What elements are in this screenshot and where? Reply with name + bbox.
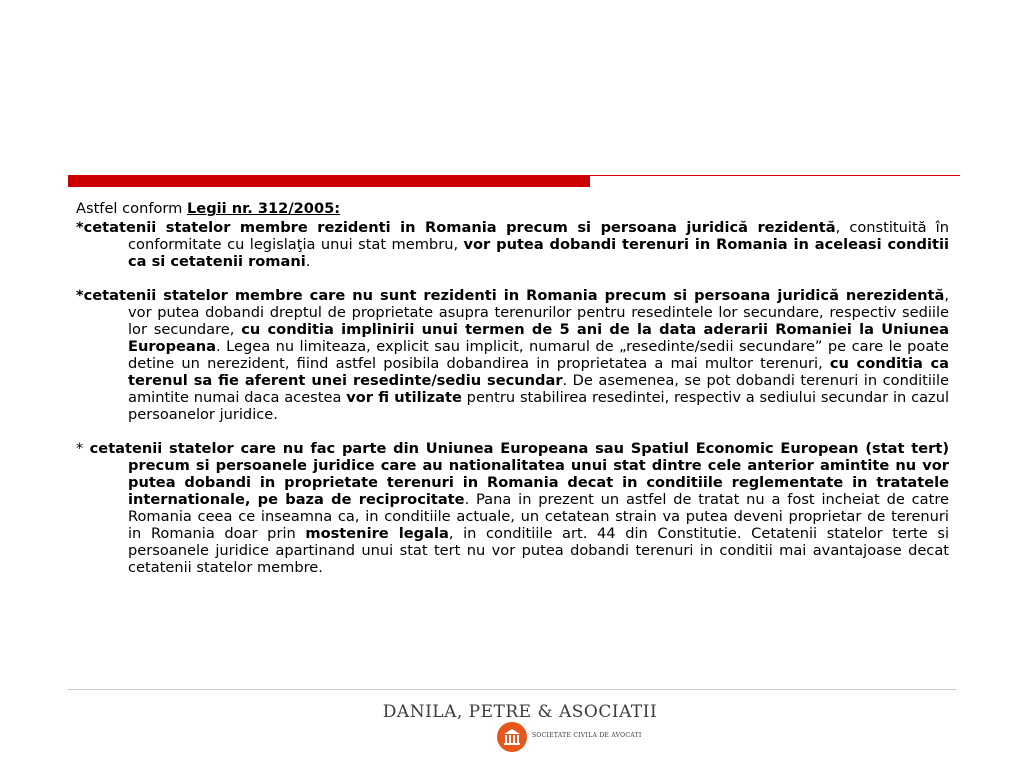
text-segment: * (76, 440, 90, 457)
header-red-bar (68, 175, 590, 187)
bold-segment: cu conditia implinirii unui termen de 5 ani de la data aderarii Romaniei la Uniunea Europeana (128, 321, 949, 355)
paragraph-third-country-citizens (76, 440, 949, 576)
text-segment: . Legea nu limiteaza, explicit sau implicit, numarul de „resedinte/sedii secundare” pe care le poate detine un nerezident, fiind astfel posibila dobandirea in proprietatea a mai multor terenuri, (128, 338, 949, 372)
footer-divider (68, 689, 956, 690)
text-segment: pentru stabilirea resedintei, respectiv a sediului secundar in cazul persoanelor juridice. (128, 389, 949, 423)
text-segment: . De asemenea, se pot dobandi terenuri in conditiile amintite numai daca acestea (128, 372, 949, 406)
text-segment: . (305, 253, 311, 270)
bold-segment: *cetatenii statelor membre care nu sunt rezidenti in Romania precum si persoana juridică nerezidentă (76, 287, 945, 304)
bold-segment: cetatenii statelor care nu fac parte din Uniunea Europeana sau Spatiul Economic European (stat tert) precum si persoanele juridice care au nationalitatea unui stat dintre cele anterior amintite nu vor putea dobandi in proprietate terenuri in Romania decat in conditiile reglementate in tratatele internationale, pe baza de reciprocitate (89, 440, 949, 508)
text-segment: , vor putea dobandi dreptul de proprietate asupra terenurilor pentru resedintele lor secundare, respectiv sediile lor secundare, (128, 287, 949, 338)
firm-logo (382, 698, 658, 754)
bold-segment: cu conditia ca terenul sa fie aferent unei resedinte/sediu secundar (128, 355, 949, 389)
slide-content (76, 200, 949, 576)
firm-logo-name: DANILA, PETRE & ASOCIATII (382, 702, 658, 722)
bold-segment: vor fi utilizate (346, 389, 462, 406)
text-segment: , constituită în conformitate cu legislaţia unui stat membru, (128, 219, 949, 253)
text-segment: . Pana in prezent un astfel de tratat nu a fost incheiat de catre Romania ceea ce inseamna ca, in conditiile actuale, un cetatean strain va putea deveni proprietar de terenuri in Romania doar prin (128, 491, 949, 542)
header-thin-line (590, 175, 960, 176)
law-reference: Legii nr. 312/2005: (187, 200, 341, 217)
intro-line (76, 200, 949, 217)
firm-logo-subtitle: SOCIETATE CIVILA DE AVOCATI (532, 732, 642, 739)
bold-segment: *cetatenii statelor membre rezidenti in Romania precum si persoana juridică rezidentă (76, 219, 836, 236)
paragraph-nonresident-citizens (76, 287, 949, 423)
text-segment: , in conditiile art. 44 din Constitutie. Cetatenii statelor terte si persoanele juridice apartinand unui stat tert nu vor putea dobandi terenuri in conditii mai avantajoase decat cetatenii statelor membre. (128, 525, 949, 576)
building-emblem-icon (497, 722, 527, 752)
intro-lead: Astfel conform (76, 200, 187, 217)
bold-segment: vor putea dobandi terenuri in Romania in aceleasi conditii ca si cetatenii romani (128, 236, 949, 270)
bold-segment: mostenire legala (305, 525, 449, 542)
paragraph-resident-citizens (76, 219, 949, 270)
